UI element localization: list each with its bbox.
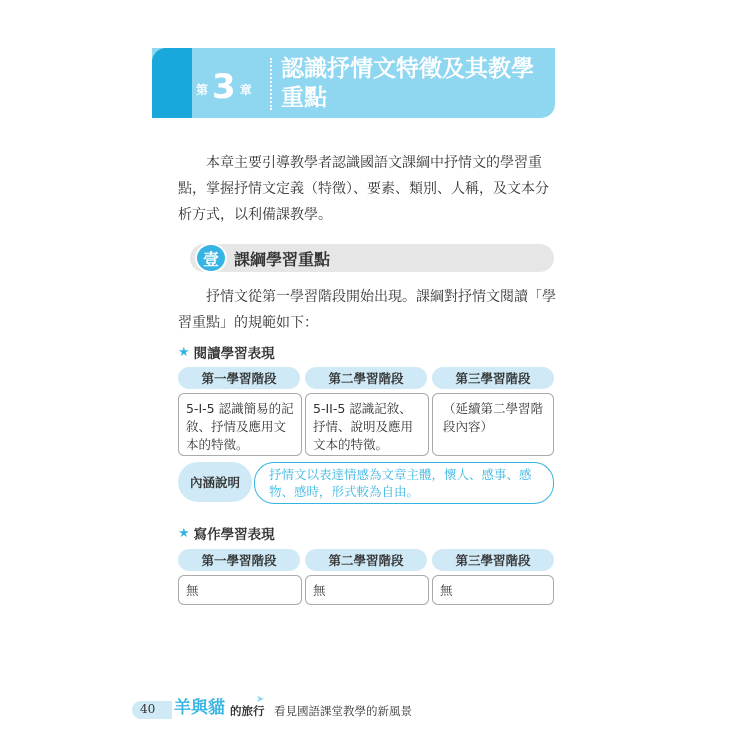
chapter-tab [152, 48, 192, 118]
explain-label: 內涵說明 [178, 462, 252, 502]
intro-paragraph: 本章主要引導教學者認識國語文課綱中抒情文的學習重點，掌握抒情文定義（特徵）、要素、類別、人稱，及文本分析方式，以利備課教學。 [178, 155, 549, 223]
writing-header-stage-3: 第三學習階段 [432, 549, 554, 571]
paper-plane-icon: ➤ [256, 694, 265, 705]
book-subtitle: 看見國語課堂教學的新風景 [274, 704, 412, 718]
writing-label [178, 523, 275, 543]
writing-header-stage-1: 第一學習階段 [178, 549, 300, 571]
writing-cell-stage-1: 無 [178, 575, 302, 605]
writing-header-stage-2: 第二學習階段 [305, 549, 427, 571]
reading-cell-stage-2: 5-II-5 認識記敘、抒情、說明及應用文本的特徵。 [305, 393, 429, 456]
pin-icon: ★ [178, 344, 190, 360]
chapter-number-label [196, 64, 264, 107]
section-badge: 壹 [195, 243, 227, 273]
book-logo: 羊與貓 [174, 698, 225, 718]
section-intro-paragraph: 抒情文從第一學習階段開始出現。課綱對抒情文閱讀「學習重點」的規範如下： [178, 289, 556, 331]
reading-header-stage-1: 第一學習階段 [178, 367, 300, 389]
writing-label-text: 寫作學習表現 [193, 527, 275, 543]
pin-icon: ★ [178, 525, 190, 541]
section-title: 課綱學習重點 [234, 250, 331, 269]
writing-cell-stage-3: 無 [432, 575, 554, 605]
chapter-divider [270, 58, 272, 110]
chapter-title: 認識抒情文特徵及其教學重點 [281, 56, 534, 111]
chapter-number: 3 [212, 67, 236, 107]
reading-label [178, 342, 275, 362]
reading-cell-stage-3: （延續第二學習階段內容） [432, 393, 554, 456]
reading-header-stage-3: 第三學習階段 [432, 367, 554, 389]
reading-cell-stage-1: 5-I-5 認識簡易的記敘、抒情及應用文本的特徵。 [178, 393, 302, 456]
writing-cell-stage-2: 無 [305, 575, 429, 605]
page-number: 40 [140, 702, 156, 716]
reading-label-text: 閱讀學習表現 [193, 346, 275, 362]
reading-header-stage-2: 第二學習階段 [305, 367, 427, 389]
chapter-prefix: 第 [196, 83, 209, 97]
chapter-suffix: 章 [239, 83, 252, 97]
book-logo-suffix: 的旅行 [230, 704, 265, 718]
explain-text: 抒情文以表達情感為文章主體，懷人、感事、感物、感時，形式較為自由。 [254, 462, 554, 504]
